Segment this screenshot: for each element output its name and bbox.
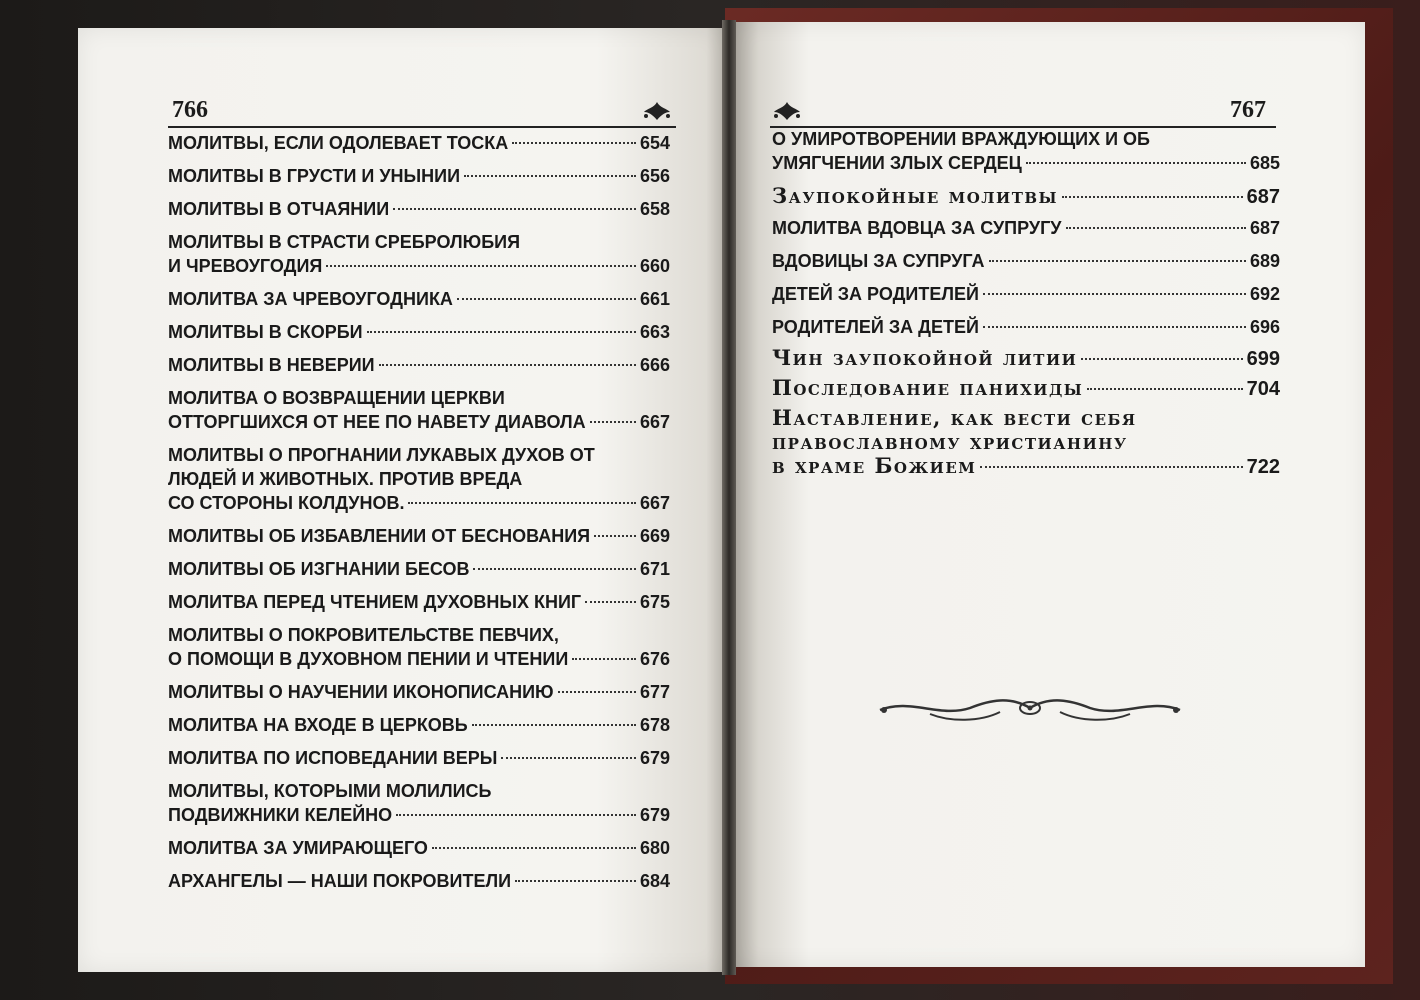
toc-entry xyxy=(772,216,1280,240)
toc-page-number: 685 xyxy=(1249,153,1280,173)
toc-page-number: 660 xyxy=(639,256,670,276)
book-gutter xyxy=(722,20,736,975)
toc-page-number: 667 xyxy=(639,493,670,513)
dot-leader xyxy=(590,421,636,423)
toc-page-number: 704 xyxy=(1246,378,1280,400)
dot-leader xyxy=(379,364,636,366)
toc-entry xyxy=(168,197,670,221)
toc-entry xyxy=(168,353,670,377)
dot-leader xyxy=(983,326,1246,328)
toc-entry-title: ОТТОРГШИХСЯ ОТ НЕЕ ПО НАВЕТУ ДИАВОЛА xyxy=(168,412,586,432)
dot-leader xyxy=(1062,196,1243,198)
toc-left xyxy=(168,126,670,893)
toc-entry-title: православному христианину xyxy=(772,429,1128,454)
toc-page-number: 696 xyxy=(1249,317,1280,337)
dot-leader xyxy=(472,724,636,726)
toc-entry xyxy=(168,557,670,581)
dot-leader xyxy=(408,502,636,504)
toc-entry xyxy=(168,320,670,344)
toc-page-number: 684 xyxy=(639,871,670,891)
dot-leader xyxy=(1081,358,1242,360)
toc-entry-title: Последование панихиды xyxy=(772,375,1084,400)
toc-page-number: 658 xyxy=(639,199,670,219)
toc-entry-title: МОЛИТВА ПО ИСПОВЕДАНИИ ВЕРЫ xyxy=(168,748,498,768)
toc-entry-title: ПОДВИЖНИКИ КЕЛЕЙНО xyxy=(168,805,393,825)
dot-leader xyxy=(367,331,636,333)
dot-leader xyxy=(512,142,636,144)
toc-entry-title: МОЛИТВЫ ОБ ИЗГНАНИИ БЕСОВ xyxy=(168,559,470,579)
dot-leader xyxy=(473,568,635,570)
toc-entry xyxy=(772,127,1280,175)
toc-entry-title: ЛЮДЕЙ И ЖИВОТНЫХ. ПРОТИВ ВРЕДА xyxy=(168,469,523,489)
toc-entry xyxy=(168,524,670,548)
dot-leader xyxy=(432,847,636,849)
dot-leader xyxy=(396,814,636,816)
toc-entry-title: МОЛИТВЫ О ПРОГНАНИИ ЛУКАВЫХ ДУХОВ ОТ xyxy=(168,445,595,465)
toc-entry-title: МОЛИТВЫ В СКОРБИ xyxy=(168,322,363,342)
toc-section-heading xyxy=(772,406,1280,479)
toc-page-number: 687 xyxy=(1246,186,1280,208)
dot-leader xyxy=(464,175,636,177)
toc-entry xyxy=(168,623,670,671)
toc-entry xyxy=(168,713,670,737)
dot-leader xyxy=(983,293,1246,295)
dot-leader xyxy=(980,466,1242,468)
toc-entry xyxy=(772,315,1280,339)
dot-leader xyxy=(989,260,1246,262)
toc-entry-title: МОЛИТВЫ О ПОКРОВИТЕЛЬСТВЕ ПЕВЧИХ, xyxy=(168,625,559,645)
toc-entry-title: Чин заупокойной литии xyxy=(772,345,1078,370)
toc-page-number: 667 xyxy=(639,412,670,432)
toc-entry-title: в храме Божием xyxy=(772,453,977,478)
dot-leader xyxy=(501,757,636,759)
dot-leader xyxy=(1066,227,1246,229)
toc-entry xyxy=(168,590,670,614)
toc-entry-title: МОЛИТВА О ВОЗВРАЩЕНИИ ЦЕРКВИ xyxy=(168,388,505,408)
right-page-number: 767 xyxy=(1230,97,1266,123)
dot-leader xyxy=(515,880,636,882)
toc-page-number: 676 xyxy=(639,649,670,669)
toc-entry xyxy=(168,386,670,434)
left-page-number: 766 xyxy=(172,97,208,123)
toc-section-heading xyxy=(772,346,1280,371)
toc-entry-title: О ПОМОЩИ В ДУХОВНОМ ПЕНИИ И ЧТЕНИИ xyxy=(168,649,569,669)
toc-entry-title: МОЛИТВА ЗА УМИРАЮЩЕГО xyxy=(168,838,428,858)
toc-entry-title: СО СТОРОНЫ КОЛДУНОВ. xyxy=(168,493,405,513)
toc-entry xyxy=(168,230,670,278)
toc-entry xyxy=(168,164,670,188)
toc-page-number: 666 xyxy=(639,355,670,375)
toc-entry-title: МОЛИТВЫ, ЕСЛИ ОДОЛЕВАЕТ ТОСКА xyxy=(168,133,509,153)
toc-entry-title: АРХАНГЕЛЫ — НАШИ ПОКРОВИТЕЛИ xyxy=(168,871,512,891)
toc-page-number: 656 xyxy=(639,166,670,186)
dot-leader xyxy=(572,658,636,660)
toc-page-number: 722 xyxy=(1246,456,1280,478)
toc-page-number: 669 xyxy=(639,526,670,546)
dot-leader xyxy=(326,265,636,267)
toc-entry-title: МОЛИТВА ЗА ЧРЕВОУГОДНИКА xyxy=(168,289,453,309)
toc-page-number: 689 xyxy=(1249,251,1280,271)
toc-page-number: 654 xyxy=(639,133,670,153)
dot-leader xyxy=(585,601,636,603)
toc-entry-title: МОЛИТВА НА ВХОДЕ В ЦЕРКОВЬ xyxy=(168,715,468,735)
toc-right xyxy=(772,124,1280,479)
toc-entry xyxy=(168,680,670,704)
toc-entry-title: МОЛИТВА ПЕРЕД ЧТЕНИЕМ ДУХОВНЫХ КНИГ xyxy=(168,592,582,612)
dot-leader xyxy=(1026,162,1246,164)
toc-entry xyxy=(168,443,670,515)
toc-entry-title: МОЛИТВЫ ОБ ИЗБАВЛЕНИИ ОТ БЕСНОВАНИЯ xyxy=(168,526,591,546)
toc-entry-title: МОЛИТВЫ, КОТОРЫМИ МОЛИЛИСЬ xyxy=(168,781,492,801)
toc-entry-title: МОЛИТВЫ О НАУЧЕНИИ ИКОНОПИСАНИЮ xyxy=(168,682,554,702)
toc-entry-title: МОЛИТВЫ В ГРУСТИ И УНЫНИИ xyxy=(168,166,461,186)
toc-entry-title: ДЕТЕЙ ЗА РОДИТЕЛЕЙ xyxy=(772,284,979,304)
toc-section-heading xyxy=(772,184,1280,209)
toc-entry xyxy=(168,779,670,827)
dot-leader xyxy=(393,208,636,210)
toc-page-number: 671 xyxy=(639,559,670,579)
toc-page-number: 677 xyxy=(639,682,670,702)
toc-page-number: 679 xyxy=(639,748,670,768)
toc-page-number: 675 xyxy=(639,592,670,612)
toc-entry-title: И ЧРЕВОУГОДИЯ xyxy=(168,256,323,276)
toc-entry xyxy=(168,869,670,893)
dot-leader xyxy=(594,535,636,537)
toc-entry-title: РОДИТЕЛЕЙ ЗА ДЕТЕЙ xyxy=(772,317,979,337)
header-ornament-icon xyxy=(640,100,674,128)
toc-entry xyxy=(168,836,670,860)
toc-entry xyxy=(168,131,670,155)
toc-entry-title: МОЛИТВА ВДОВЦА ЗА СУПРУГУ xyxy=(772,218,1062,238)
toc-page-number: 680 xyxy=(639,838,670,858)
toc-entry-title: МОЛИТВЫ В ОТЧАЯНИИ xyxy=(168,199,390,219)
toc-entry-title: УМЯГЧЕНИИ ЗЛЫХ СЕРДЕЦ xyxy=(772,153,1022,173)
toc-entry-title: Наставление, как вести себя xyxy=(772,405,1137,430)
toc-entry-title: МОЛИТВЫ В НЕВЕРИИ xyxy=(168,355,375,375)
toc-page-number: 679 xyxy=(639,805,670,825)
toc-entry-title: МОЛИТВЫ В СТРАСТИ СРЕБРОЛЮБИЯ xyxy=(168,232,521,252)
toc-page-number: 663 xyxy=(639,322,670,342)
toc-section-heading xyxy=(772,376,1280,401)
dot-leader xyxy=(1087,388,1242,390)
imprint-ornament-icon xyxy=(870,688,1190,728)
toc-entry-title: О УМИРОТВОРЕНИИ ВРАЖДУЮЩИХ И ОБ xyxy=(772,129,1150,149)
toc-page-number: 661 xyxy=(639,289,670,309)
toc-page-number: 678 xyxy=(639,715,670,735)
toc-entry xyxy=(772,282,1280,306)
toc-entry-title: ВДОВИЦЫ ЗА СУПРУГА xyxy=(772,251,985,271)
dot-leader xyxy=(558,691,636,693)
toc-entry xyxy=(168,287,670,311)
toc-page-number: 699 xyxy=(1246,348,1280,370)
toc-page-number: 692 xyxy=(1249,284,1280,304)
toc-entry xyxy=(168,746,670,770)
dot-leader xyxy=(457,298,636,300)
toc-page-number: 687 xyxy=(1249,218,1280,238)
toc-entry xyxy=(772,249,1280,273)
toc-entry-title: Заупокойные молитвы xyxy=(772,183,1059,208)
